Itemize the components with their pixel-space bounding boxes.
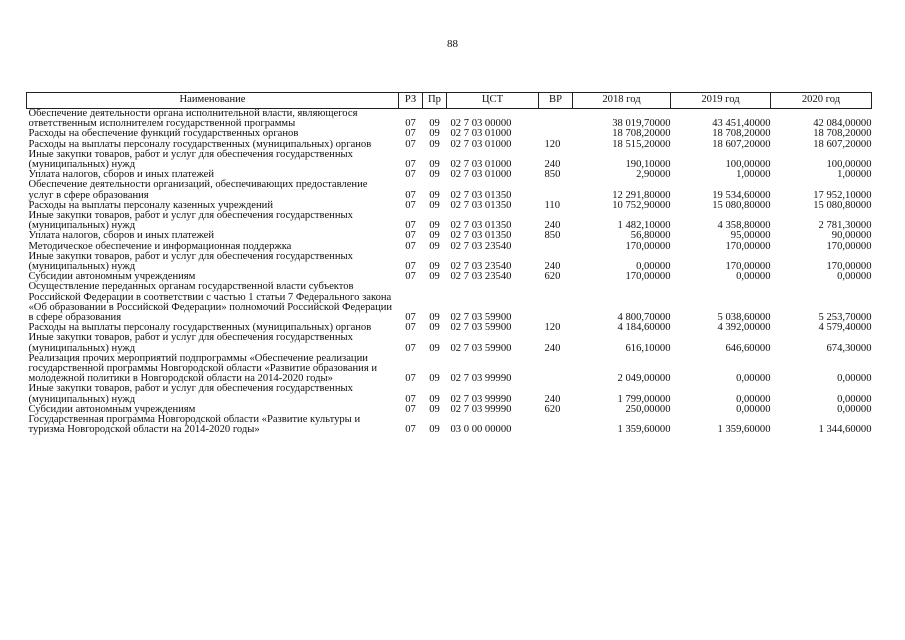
cell-name: Уплата налогов, сборов и иных платежей (28, 169, 215, 181)
cell-vr: 620 (544, 271, 561, 283)
cell-vr: 240 (544, 159, 561, 171)
cell-2020: 0,00000 (837, 403, 872, 415)
cell-rz: 07 (405, 128, 416, 140)
cell-cst: 03 0 00 00000 (450, 424, 512, 436)
cell-name: Государственная программа Новгородской области «Развитие культуры и туризма Новгородской области на 2014-2020 годы» (28, 414, 361, 436)
cell-vr: 240 (544, 393, 561, 405)
cell-pr: 09 (429, 230, 440, 242)
cell-2020: 15 080,80000 (813, 199, 872, 211)
cell-cst: 02 7 03 01350 (450, 189, 512, 201)
cell-2018: 10 752,90000 (612, 199, 671, 211)
cell-2020: 1 344,60000 (818, 424, 872, 436)
cell-pr: 09 (429, 159, 440, 171)
cell-pr: 09 (429, 322, 440, 334)
cell-vr: 240 (544, 261, 561, 273)
header-name: Наименование (27, 93, 399, 109)
cell-rz: 07 (405, 312, 416, 324)
cell-name: Уплата налогов, сборов и иных платежей (28, 230, 215, 242)
cell-pr: 09 (429, 271, 440, 283)
cell-2019: 0,00000 (736, 271, 771, 283)
table-row (27, 282, 872, 323)
cell-vr: 850 (544, 230, 561, 242)
cell-2018: 1 359,60000 (617, 424, 671, 436)
cell-rz: 07 (405, 424, 416, 436)
cell-name: Иные закупки товаров, работ и услуг для обеспечения государственных (муниципальных) нужд (28, 148, 353, 171)
cell-rz: 07 (405, 159, 416, 171)
cell-rz: 07 (405, 138, 416, 150)
cell-rz: 07 (405, 271, 416, 283)
cell-pr: 09 (429, 220, 440, 232)
cell-2019: 100,00000 (725, 159, 771, 171)
cell-cst: 02 7 03 01000 (450, 128, 512, 140)
cell-rz: 07 (405, 220, 416, 232)
cell-rz: 07 (405, 322, 416, 334)
table-row (27, 415, 872, 435)
cell-cst: 02 7 03 23540 (450, 240, 512, 252)
cell-2020: 2 781,30000 (818, 220, 872, 232)
cell-name: Реализация прочих мероприятий подпрограммы «Обеспечение реализации государственной программы Новгородской области «Развитие образования и молодежной политики в Новгородской области на 2014-2020 годы» (28, 352, 378, 385)
cell-2019: 19 534,60000 (712, 189, 771, 201)
table-row (27, 150, 872, 170)
cell-2018: 4 800,70000 (617, 312, 671, 324)
cell-rz: 07 (405, 169, 416, 181)
cell-2019: 4 392,00000 (717, 322, 771, 334)
cell-vr (539, 282, 573, 323)
cell-2020: 0,00000 (837, 271, 872, 283)
budget-table (26, 92, 872, 436)
cell-2019: 0,00000 (736, 373, 771, 385)
cell-cst: 02 7 03 00000 (450, 118, 512, 130)
cell-2020: 18 708,20000 (813, 128, 872, 140)
cell-2019: 646,60000 (725, 342, 771, 354)
cell-cst: 02 7 03 01350 (450, 220, 512, 232)
table-row (27, 252, 872, 272)
cell-rz: 07 (405, 199, 416, 211)
cell-pr: 09 (429, 199, 440, 211)
cell-2018: 2 049,00000 (617, 373, 671, 385)
cell-2020: 4 579,40000 (818, 322, 872, 334)
cell-pr: 09 (429, 169, 440, 181)
cell-pr: 09 (429, 403, 440, 415)
cell-rz: 07 (405, 393, 416, 405)
cell-name: Обеспечение деятельности организаций, обеспечивающих предоставление услуг в сфере образования (28, 179, 368, 201)
cell-2020: 17 952,10000 (813, 189, 872, 201)
cell-name: Иные закупки товаров, работ и услуг для обеспечения государственных (муниципальных) нужд (28, 332, 353, 354)
cell-vr: 110 (544, 199, 560, 211)
cell-pr: 09 (429, 424, 440, 436)
table-row (27, 180, 872, 200)
cell-rz: 07 (405, 403, 416, 415)
cell-vr (539, 109, 573, 130)
cell-rz: 07 (405, 230, 416, 242)
cell-2018: 0,00000 (636, 261, 671, 273)
cell-2020: 674,30000 (826, 342, 872, 354)
cell-vr (539, 354, 573, 385)
cell-rz: 07 (405, 189, 416, 201)
cell-cst: 02 7 03 01000 (450, 138, 512, 150)
cell-2018: 1 482,10000 (617, 220, 671, 232)
cell-2019: 95,00000 (730, 230, 771, 242)
cell-cst: 02 7 03 99990 (450, 373, 512, 385)
cell-2020: 42 084,00000 (813, 118, 872, 130)
cell-2020: 90,00000 (831, 230, 872, 242)
cell-2020: 0,00000 (837, 393, 872, 405)
cell-rz: 07 (405, 261, 416, 273)
cell-vr (539, 415, 573, 435)
header-pr: Пр (423, 93, 447, 109)
cell-cst: 02 7 03 59900 (450, 322, 512, 334)
cell-pr: 09 (429, 118, 440, 130)
cell-2018: 4 184,60000 (617, 322, 671, 334)
cell-2019: 5 038,60000 (717, 312, 771, 324)
cell-vr: 120 (544, 322, 561, 334)
cell-cst: 02 7 03 99990 (450, 403, 512, 415)
cell-vr (539, 180, 573, 200)
cell-2018: 18 515,20000 (612, 138, 671, 150)
cell-rz: 07 (405, 373, 416, 385)
cell-name: Иные закупки товаров, работ и услуг для обеспечения государственных (муниципальных) нужд (28, 383, 353, 405)
cell-pr: 09 (429, 342, 440, 354)
cell-pr: 09 (429, 261, 440, 273)
cell-name: Расходы на выплаты персоналу государственных (муниципальных) органов (28, 138, 372, 150)
table-row (27, 333, 872, 353)
cell-2019: 1,00000 (736, 169, 771, 181)
cell-rz: 07 (405, 240, 416, 252)
cell-2020: 170,00000 (826, 240, 872, 252)
cell-2018: 56,80000 (630, 230, 671, 242)
table-row (27, 211, 872, 231)
header-2019: 2019 год (671, 93, 771, 109)
cell-2020: 18 607,20000 (813, 138, 872, 150)
table-header (27, 93, 872, 109)
cell-rz: 07 (405, 118, 416, 130)
table-row (27, 109, 872, 130)
cell-2019: 4 358,80000 (717, 220, 771, 232)
cell-pr: 09 (429, 312, 440, 324)
cell-name: Расходы на выплаты персоналу казенных учреждений (28, 199, 273, 211)
cell-cst: 02 7 03 99990 (450, 393, 512, 405)
header-vr: ВР (539, 93, 573, 109)
cell-2018: 170,00000 (625, 240, 671, 252)
table-body (27, 109, 872, 436)
cell-2020: 0,00000 (837, 373, 872, 385)
cell-cst: 02 7 03 23540 (450, 271, 512, 283)
cell-name: Иные закупки товаров, работ и услуг для обеспечения государственных (муниципальных) нужд (28, 250, 353, 273)
cell-2018: 250,00000 (625, 403, 671, 415)
cell-pr: 09 (429, 138, 440, 150)
cell-cst: 02 7 03 23540 (450, 261, 512, 273)
cell-2018: 2,90000 (636, 169, 671, 181)
cell-rz: 07 (405, 342, 416, 354)
cell-2018: 18 708,20000 (612, 128, 671, 140)
cell-vr: 240 (544, 220, 561, 232)
cell-2018: 190,10000 (625, 159, 671, 171)
cell-2018: 1 799,00000 (617, 393, 671, 405)
header-cst: ЦСТ (447, 93, 539, 109)
cell-2018: 616,10000 (625, 342, 671, 354)
cell-name: Расходы на выплаты персоналу государственных (муниципальных) органов (28, 322, 372, 334)
cell-cst: 02 7 03 01350 (450, 230, 512, 242)
cell-cst: 02 7 03 01000 (450, 159, 512, 171)
cell-pr: 09 (429, 128, 440, 140)
cell-vr: 240 (544, 342, 561, 354)
cell-name: Субсидии автономным учреждениям (28, 271, 196, 283)
cell-cst: 02 7 03 01350 (450, 199, 512, 211)
cell-2020: 5 253,70000 (818, 312, 872, 324)
cell-pr: 09 (429, 189, 440, 201)
header-rz: РЗ (399, 93, 423, 109)
cell-cst: 02 7 03 59900 (450, 342, 512, 354)
cell-2018: 170,00000 (625, 271, 671, 283)
page-number: 88 (447, 38, 458, 50)
cell-2020: 100,00000 (826, 159, 872, 171)
cell-2018: 12 291,80000 (612, 189, 671, 201)
cell-name: Иные закупки товаров, работ и услуг для обеспечения государственных (муниципальных) нужд (28, 210, 353, 232)
cell-vr: 620 (544, 403, 561, 415)
cell-pr: 09 (429, 240, 440, 252)
header-2018: 2018 год (573, 93, 671, 109)
cell-2020: 1,00000 (837, 169, 872, 181)
header-2020: 2020 год (771, 93, 872, 109)
cell-name: Осуществление переданных органам государственной власти субъектов Российской Федерации в соответствии с частью 1 статьи 7 Федерального закона «Об образовании в Российской Федерации» полномочий Российской Федерации в сфере образования (28, 281, 393, 324)
cell-2018: 38 019,70000 (612, 118, 671, 130)
cell-2019: 15 080,80000 (712, 199, 771, 211)
cell-2019: 43 451,40000 (712, 118, 771, 130)
cell-2019: 170,00000 (725, 261, 771, 273)
cell-name: Методическое обеспечение и информационная поддержка (28, 240, 292, 252)
cell-2019: 18 607,20000 (712, 138, 771, 150)
cell-vr: 850 (544, 169, 561, 181)
cell-vr: 120 (544, 138, 561, 150)
cell-name: Расходы на обеспечение функций государственных органов (28, 128, 299, 140)
cell-cst: 02 7 03 01000 (450, 169, 512, 181)
cell-2019: 170,00000 (725, 240, 771, 252)
cell-2019: 18 708,20000 (712, 128, 771, 140)
cell-pr: 09 (429, 393, 440, 405)
cell-vr (539, 242, 573, 252)
cell-2020: 170,00000 (826, 261, 872, 273)
cell-name: Обеспечение деятельности органа исполнительной власти, являющегося ответственным исполнителем государственной программы (28, 108, 358, 130)
cell-cst: 02 7 03 59900 (450, 312, 512, 324)
cell-2019: 0,00000 (736, 403, 771, 415)
cell-2019: 0,00000 (736, 393, 771, 405)
table-row (27, 384, 872, 404)
table-row (27, 354, 872, 385)
cell-name: Субсидии автономным учреждениям (28, 403, 196, 415)
cell-2019: 1 359,60000 (717, 424, 771, 436)
cell-pr: 09 (429, 373, 440, 385)
